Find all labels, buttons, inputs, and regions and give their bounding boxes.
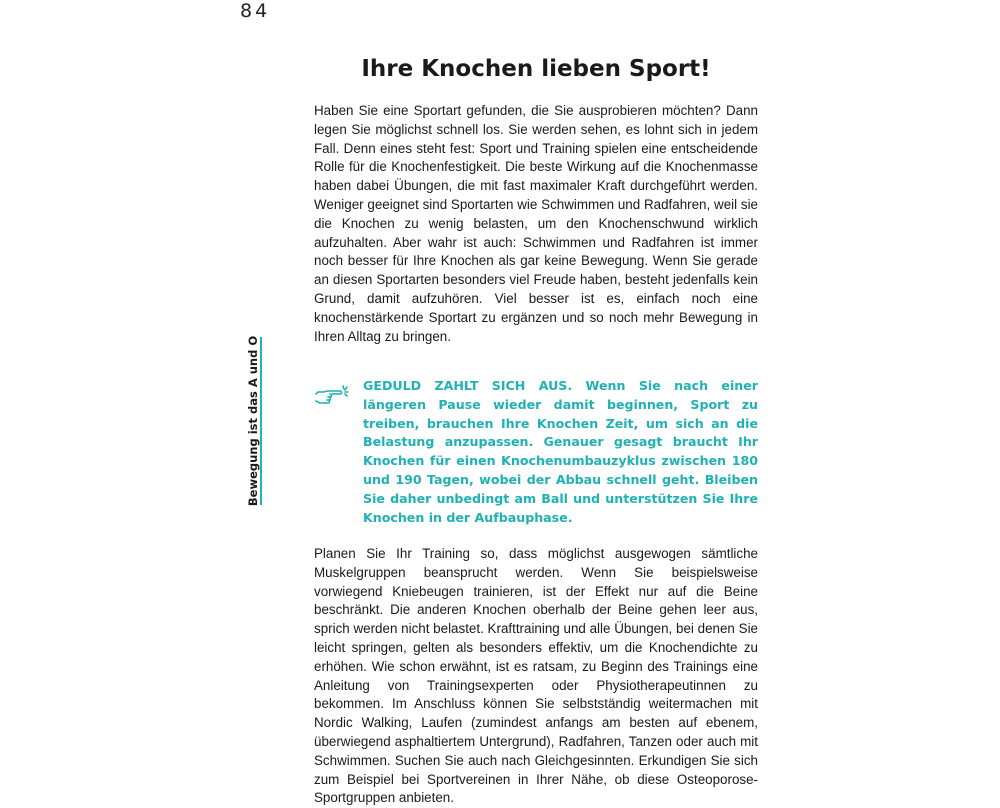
section-label: Bewegung ist das A und O xyxy=(246,335,260,507)
body-paragraph-2: Planen Sie Ihr Training so, dass möglichst ausgewogen sämtliche Muskelgruppen beansprucht werden. Wenn Sie beispielsweise vorwiegend Kniebeugen trainieren, ist der Effekt nur auf die Beine beschränkt. Die anderen Knochen oberhalb der Beine gehen leer aus, sprich werden nicht belastet. Krafttraining und alle Übungen, bei denen Sie leicht springen, gelten als besonders effektiv, um die Knochendichte zu erhöhen. Wie schon erwähnt, ist es ratsam, zu Beginn des Trainings eine Anleitung von Trainingsexperten oder Physiotherapeutinnen zu bekommen. Im Anschluss können Sie selbstständig weitermachen mit Nordic Walking, Laufen (zumindest anfangs am besten auf ebenem, überwiegend asphaltiertem Untergrund), Radfahren, Tanzen oder auch mit Schwimmen. Suchen Sie auch nach Gleichgesinnten. Erkundigen Sie sich zum Beispiel bei Sportvereinen in Ihrer Nähe, ob diese Osteoporose-Sportgruppen anbieten. xyxy=(314,546,758,806)
section-accent-line xyxy=(260,337,262,505)
tip-box-text: GEDULD ZAHLT SICH AUS. Wenn Sie nach einer längeren Pause wieder damit beginnen, Sport zu treiben, brauchen Ihre Knochen Zeit, um sich an die Belastung anzupassen. Genauer gesagt braucht Ihr Knochen für einen Knochenumbauzyklus zwischen 180 und 190 Tagen, wobei der Abbau schnell geht. Bleiben Sie daher unbedingt am Ball und unterstützen Sie Ihre Knochen in der Aufbauphase. xyxy=(363,378,758,525)
section-sidebar xyxy=(243,337,263,505)
page-number: 84 xyxy=(240,0,271,22)
body-paragraph-1: Haben Sie eine Sportart gefunden, die Sie ausprobieren möchten? Dann legen Sie möglichst schnell los. Sie werden sehen, es lohnt sich in jedem Fall. Denn eines steht fest: Sport und Training spielen eine entscheidende Rolle für die Knochenfestigkeit. Die beste Wirkung auf die Knochenmasse haben dabei Übungen, die mit fast maximaler Kraft durchgeführt werden. Weniger geeignet sind Sportarten wie Schwimmen und Radfahren, weil sie die Knochen zu wenig belasten, um den Knochenschwund wirklich aufzuhalten. Aber wahr ist auch: Schwimmen und Radfahren ist immer noch besser für Ihre Knochen als gar keine Bewegung. Wenn Sie gerade an diesen Sportarten besonders viel Freude haben, besteht jedenfalls kein Grund, damit aufzuhören. Viel besser ist es, einfach noch eine knochenstärkende Sportart zu ergänzen und so noch mehr Bewegung in Ihren Alltag zu bringen. xyxy=(314,103,758,344)
page-title: Ihre Knochen lieben Sport! xyxy=(361,56,711,82)
pointing-hand-icon xyxy=(314,382,354,408)
